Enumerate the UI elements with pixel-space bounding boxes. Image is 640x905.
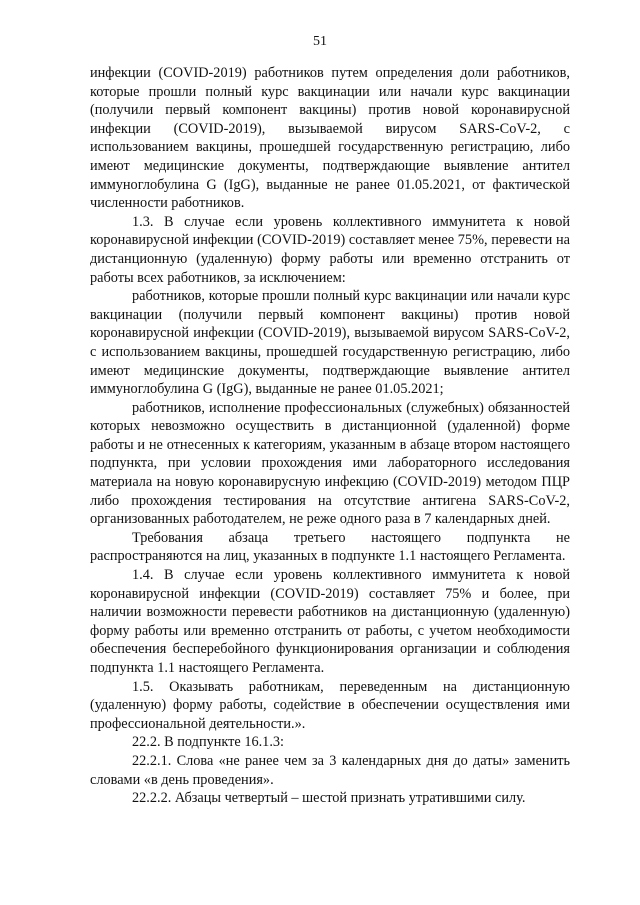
paragraph-continuation: инфекции (COVID-2019) работников путем определения доли работников, которые прошли полный курс вакцинации или начали курс вакцинации (получили первый компонент вакцины) против новой коронавирусной инфекции (COVID-2019), вызываемой вирусом SARS-CoV-2, с использованием вакцины, прошедшей государственную регистрацию, либо имеют медицинские документы, подтверждающие выявление антител иммуноглобулина G (IgG), выданные не ранее 01.05.2021, от фактической численности работников.: [90, 65, 570, 212]
paragraph-requirements: Требования абзаца третьего настоящего подпункта не распространяются на лиц, указанных в подпункте 1.1 настоящего Регламента.: [90, 529, 570, 565]
document-body: [90, 64, 570, 808]
paragraph-1-5: 1.5. Оказывать работникам, переведенным на дистанционную (удаленную) форму работы, содействие в обеспечении осуществления ими профессиональной деятельности.».: [90, 678, 570, 732]
paragraph-22-2-1: 22.2.1. Слова «не ранее чем за 3 календарных дня до даты» заменить словами «в день проведения».: [90, 752, 570, 788]
paragraph-22-2: 22.2. В подпункте 16.1.3:: [132, 734, 285, 751]
paragraph-onsite-workers: работников, исполнение профессиональных (служебных) обязанностей которых невозможно осуществить в дистанционной (удаленной) форме работы и не отнесенных к категориям, указанным в абзаце втором настоящего подпункта, при условии прохождения ими лабораторного исследования материала на новую коронавирусную инфекцию (COVID-2019) методом ПЦР либо прохождения тестирования на отсутствие антигена SARS-CoV-2, организованных работодателем, не реже одного раза в 7 календарных дней.: [90, 399, 570, 528]
paragraph-1-4: 1.4. В случае если уровень коллективного иммунитета к новой коронавирусной инфекции (COVID-2019) составляет 75% и более, при наличии возможности перевести работников на дистанционную (удаленную) форму работы или временно отстранить от работы, с учетом необходимости обеспечения бесперебойного функционирования организации и соблюдения подпункта 1.1 настоящего Регламента.: [90, 567, 570, 676]
paragraph-1-3: 1.3. В случае если уровень коллективного иммунитета к новой коронавирусной инфекции (COVID-2019) составляет менее 75%, перевести на дистанционную (удаленную) форму работы или временно отстранить от работы всех работников, за исключением:: [90, 213, 570, 286]
page-number: 51: [313, 34, 327, 49]
paragraph-22-2-2: 22.2.2. Абзацы четвертый – шестой признать утратившими силу.: [132, 790, 526, 807]
paragraph-vaccinated-workers: работников, которые прошли полный курс вакцинации или начали курс вакцинации (получили первый компонент вакцины) против новой коронавирусной инфекции (COVID-2019), вызываемой вирусом SARS-CoV-2, с использованием вакцины, прошедшей государственную регистрацию, либо имеют медицинские документы, подтверждающие выявление антител иммуноглобулина G (IgG), выданные не ранее 01.05.2021;: [90, 288, 570, 398]
